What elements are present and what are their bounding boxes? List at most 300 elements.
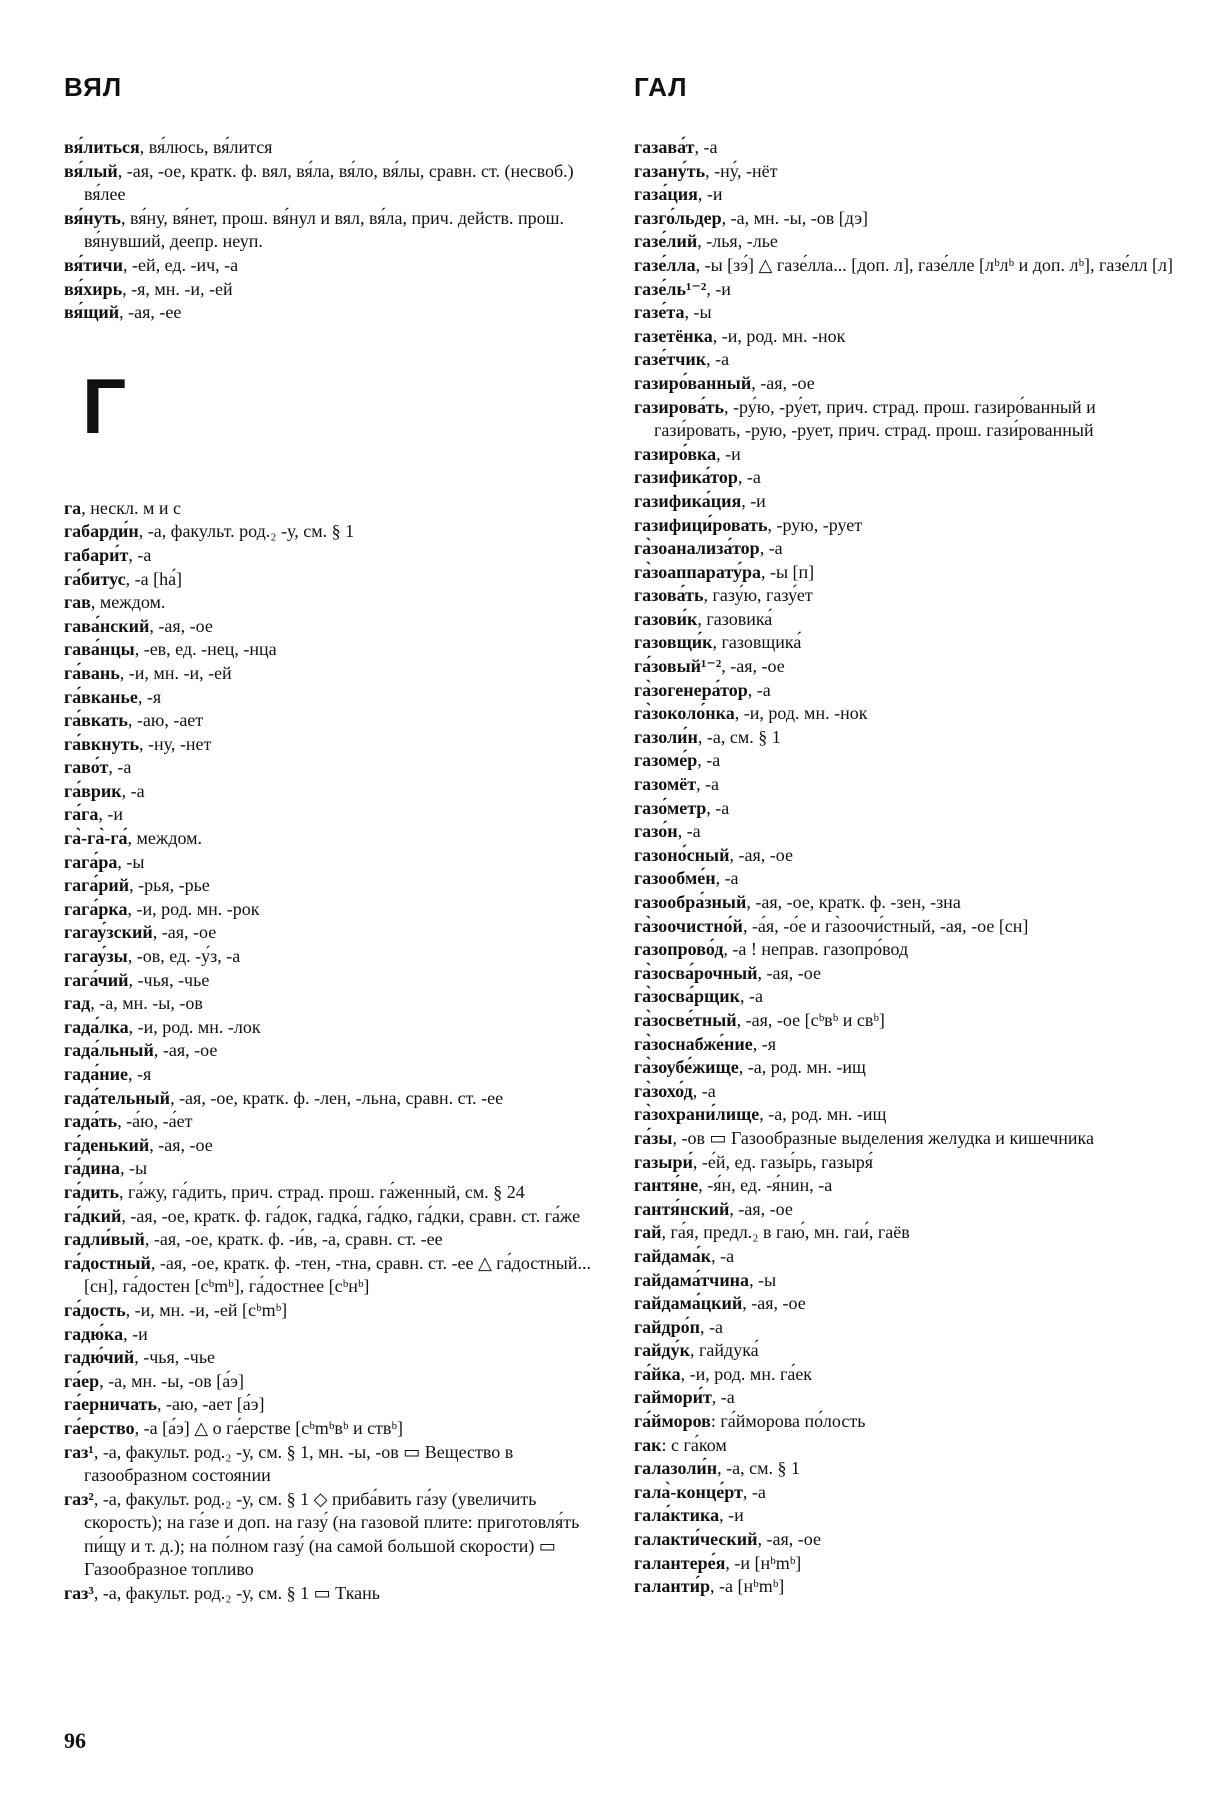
entry-definition: , -ы [п] bbox=[760, 561, 815, 582]
entry-definition: , -а bbox=[711, 1245, 735, 1266]
dictionary-entry bbox=[64, 520, 604, 544]
entry-definition: , -и bbox=[697, 184, 723, 205]
entry-definition: , -а, факульт. род.₂ -у, см. § 1, мн. -ы, -ов ▭ Вещество в газообразном состоянии bbox=[84, 1441, 514, 1486]
entry-definition: , -я bbox=[752, 1033, 777, 1054]
dictionary-entry bbox=[64, 921, 604, 945]
entry-headword: газе́ль¹⁻² bbox=[634, 278, 707, 299]
entry-headword: гага́чий bbox=[64, 969, 129, 990]
entry-headword: гайду́к bbox=[634, 1340, 691, 1361]
dictionary-entry bbox=[634, 679, 1174, 703]
entry-headword: газе́лла bbox=[634, 254, 696, 275]
entry-headword: га́вкнуть bbox=[64, 733, 139, 754]
entry-definition: , -аю, -ает bbox=[127, 710, 204, 731]
entry-definition: , -а bbox=[677, 821, 701, 842]
entry-definition: , -а́я, -о́е и га̀зоочи́стный, -ая, -ое [сн] bbox=[742, 915, 1029, 936]
dictionary-entry bbox=[64, 1441, 604, 1488]
entry-headword: гава́нский bbox=[64, 615, 150, 636]
dictionary-entry bbox=[64, 1323, 604, 1347]
dictionary-entry bbox=[64, 160, 604, 207]
dictionary-entry bbox=[634, 136, 1174, 160]
entry-headword: гагау́зский bbox=[64, 922, 153, 943]
entry-definition: , -а bbox=[128, 544, 152, 565]
dictionary-entry bbox=[64, 992, 604, 1016]
entry-headword: га́ер bbox=[64, 1370, 100, 1391]
entry-headword: га̀зоснабже́ние bbox=[634, 1033, 753, 1054]
entry-definition: , -я, мн. -и, -ей bbox=[122, 278, 233, 299]
dictionary-entry bbox=[634, 938, 1174, 962]
dictionary-entry bbox=[634, 1316, 1174, 1340]
dictionary-entry bbox=[634, 702, 1174, 726]
entry-headword: гала̀-конце́рт bbox=[634, 1481, 743, 1502]
entry-definition: , -ая, -ое, кратк. ф. -и́в, -а, сравн. ст. -ее bbox=[144, 1229, 443, 1250]
entry-headword: газо́метр bbox=[634, 797, 707, 818]
dictionary-entry bbox=[634, 1457, 1174, 1481]
dictionary-entry bbox=[64, 1346, 604, 1370]
dictionary-entry bbox=[64, 638, 604, 662]
entry-definition: , -и, род. мн. -лок bbox=[128, 1016, 261, 1037]
entry-headword: га́йка bbox=[634, 1363, 681, 1384]
dictionary-entry bbox=[64, 1299, 604, 1323]
entry-definition: , -рую, -рует bbox=[767, 514, 863, 535]
dictionary-entry bbox=[634, 1245, 1174, 1269]
entry-definition: , -ов, ед. -у́з, -а bbox=[127, 946, 241, 967]
entry-definition: , -ая, -ое bbox=[153, 1040, 218, 1061]
entry-definition: , -ы bbox=[749, 1269, 777, 1290]
entry-headword: гада́ние bbox=[64, 1064, 129, 1084]
dictionary-entry bbox=[634, 1103, 1174, 1127]
entry-headword: га́вканье bbox=[64, 686, 138, 707]
dictionary-entry bbox=[634, 1575, 1174, 1599]
entry-definition: , -ру́ю, -ру́ет, прич. страд. прош. газиро́ванный и гази́ровать, -рую, -рует, прич. страд. прош. гази́рованный bbox=[654, 396, 1096, 441]
entry-headword: гада́лка bbox=[64, 1016, 129, 1037]
entry-headword: га́ерство bbox=[64, 1417, 135, 1438]
entry-definition: , -а, мн. -ы, -ов [дэ] bbox=[721, 207, 869, 228]
entry-definition: , -и [нᵇmᵇ] bbox=[725, 1552, 802, 1573]
entry-definition: , междом. bbox=[90, 592, 166, 613]
entry-definition: , -ая, -ое, кратк. ф. -зен, -зна bbox=[746, 892, 961, 912]
dictionary-entry bbox=[634, 160, 1174, 184]
entry-definition: , -а bbox=[108, 757, 132, 778]
entry-definition: , -ая, -ое bbox=[729, 1198, 793, 1219]
dictionary-entry bbox=[634, 372, 1174, 396]
entry-headword: га̀-га̀-га́ bbox=[64, 828, 128, 849]
entry-definition: , -а bbox=[121, 780, 145, 801]
entry-headword: га́дина bbox=[64, 1158, 121, 1179]
entry-headword: га́вань bbox=[64, 662, 120, 683]
entry-definition: , -и bbox=[719, 1505, 744, 1526]
dictionary-entry bbox=[64, 1016, 604, 1040]
dictionary-entry bbox=[64, 709, 604, 733]
dictionary-entry bbox=[634, 1009, 1174, 1033]
entry-headword: гага́рий bbox=[64, 875, 130, 896]
entry-definition: , -а, факульт. род.₂ -у, см. § 1 ▭ Ткань bbox=[93, 1583, 381, 1604]
entry-definition: , -а, мн. -ы, -ов bbox=[90, 993, 203, 1014]
entry-definition: , -ая, -ое, кратк. ф. га́док, гадка́, га́дко, га́дки, сравн. ст. га́же bbox=[121, 1205, 581, 1226]
entry-definition: , -и, мн. -и, -ей bbox=[119, 662, 232, 683]
entry-definition: , -а, род. мн. -ищ bbox=[738, 1057, 866, 1078]
entry-headword: газообме́н bbox=[634, 868, 716, 889]
entry-definition: , -а, факульт. род.₂ -у, см. § 1 bbox=[138, 521, 355, 542]
entry-headword: газе́тчик bbox=[634, 349, 707, 370]
dictionary-entry bbox=[64, 1181, 604, 1205]
dictionary-entry bbox=[634, 1363, 1174, 1387]
entry-definition: , -и, род. мн. -нок bbox=[712, 325, 846, 346]
entry-definition: , -а bbox=[694, 137, 718, 157]
dictionary-entry bbox=[634, 1174, 1174, 1198]
dictionary-entry bbox=[634, 1504, 1174, 1528]
dictionary-entry bbox=[64, 969, 604, 993]
entry-definition: , -а, см. § 1 bbox=[717, 1458, 801, 1479]
entry-headword: га̀зоубе́жище bbox=[634, 1057, 739, 1078]
entry-headword: газго́льдер bbox=[634, 207, 722, 228]
entries-after-letter bbox=[64, 497, 604, 1606]
dictionary-entry bbox=[64, 1228, 604, 1252]
entry-headword: гава́нцы bbox=[64, 639, 135, 660]
dictionary-entry bbox=[634, 183, 1174, 207]
entry-headword: гаймори́т bbox=[634, 1387, 712, 1408]
entry-headword: га̀зохрани́лище bbox=[634, 1104, 760, 1125]
entry-headword: га̀зоочистно́й bbox=[634, 915, 743, 936]
dictionary-entry bbox=[634, 1080, 1174, 1104]
dictionary-entry bbox=[634, 985, 1174, 1009]
entry-headword: гайдама́к bbox=[634, 1245, 712, 1266]
right-column bbox=[634, 72, 1174, 1599]
entry-headword: гантя́не bbox=[634, 1175, 699, 1196]
dictionary-entry bbox=[634, 466, 1174, 490]
dictionary-entry bbox=[634, 561, 1174, 585]
dictionary-entry bbox=[634, 1552, 1174, 1576]
entry-headword: га́битус bbox=[64, 568, 126, 589]
dictionary-entry bbox=[64, 1370, 604, 1394]
entry-headword: гантя́нский bbox=[634, 1198, 730, 1219]
dictionary-entry bbox=[64, 827, 604, 851]
dictionary-entry bbox=[634, 207, 1174, 231]
entry-definition: , гайдука́ bbox=[690, 1340, 759, 1361]
entry-headword: галакти́ческий bbox=[634, 1529, 758, 1550]
left-running-head: ВЯЛ bbox=[64, 72, 123, 102]
entry-headword: газо́н bbox=[634, 821, 678, 842]
entry-definition: , -и bbox=[706, 278, 731, 299]
dictionary-entry bbox=[634, 891, 1174, 915]
entry-headword: газе́лий bbox=[634, 231, 698, 252]
dictionary-entry bbox=[64, 1063, 604, 1087]
entry-headword: гайдама́цкий bbox=[634, 1293, 743, 1314]
entry-definition: , -ну, -нет bbox=[139, 733, 212, 754]
dictionary-entry bbox=[634, 1033, 1174, 1057]
dictionary-entry bbox=[64, 780, 604, 804]
entry-definition: , -ая, -ое bbox=[729, 844, 793, 865]
entry-definition: , -а, род. мн. -ищ bbox=[759, 1104, 887, 1125]
entry-headword: газомёт bbox=[634, 774, 697, 795]
entry-definition: , -чья, -чье bbox=[134, 1347, 216, 1368]
entry-headword: га́дкий bbox=[64, 1205, 122, 1226]
entry-headword: газови́к bbox=[634, 608, 698, 629]
entry-headword: га̀зоколо́нка bbox=[634, 703, 735, 724]
dictionary-entry bbox=[64, 1393, 604, 1417]
dictionary-entry bbox=[64, 1205, 604, 1229]
entry-headword: вя́тичи bbox=[64, 254, 123, 275]
entry-headword: га̀зоаппарату́ра bbox=[634, 561, 761, 582]
dictionary-entry bbox=[634, 844, 1174, 868]
dictionary-entry bbox=[64, 1417, 604, 1441]
dictionary-entry bbox=[634, 1127, 1174, 1151]
entry-definition: , -а bbox=[700, 1316, 724, 1337]
entry-definition: , -а bbox=[711, 1387, 735, 1408]
entry-definition: , газовщика́ bbox=[712, 632, 802, 653]
page-number: 96 bbox=[64, 1728, 86, 1753]
dictionary-entry bbox=[64, 898, 604, 922]
entry-definition: , -ов ▭ Газообразные выделения желудка и кишечника bbox=[672, 1127, 1095, 1148]
entry-headword: гадли́вый bbox=[64, 1229, 145, 1250]
entry-definition: , -а bbox=[706, 797, 730, 818]
dictionary-entry bbox=[634, 608, 1174, 632]
dictionary-entry bbox=[634, 631, 1174, 655]
dictionary-entry bbox=[64, 591, 604, 615]
entry-definition: , -чья, -чье bbox=[128, 969, 210, 990]
entry-definition: , -ну́, -нёт bbox=[705, 160, 778, 181]
dictionary-entry bbox=[64, 686, 604, 710]
entry-definition: , газу́ю, газу́ет bbox=[703, 585, 813, 606]
entry-definition: , га́жу, га́дить, прич. страд. прош. га́женный, см. § 24 bbox=[119, 1181, 525, 1202]
entry-definition: , -ая, -ое [cᵇвᵇ и свᵇ] bbox=[736, 1009, 885, 1030]
entry-definition: , -ая, -ое bbox=[757, 1529, 821, 1550]
dictionary-entry bbox=[634, 1198, 1174, 1222]
entry-definition: , -рья, -рье bbox=[129, 875, 210, 896]
dictionary-entry bbox=[634, 348, 1174, 372]
dictionary-entry bbox=[64, 207, 604, 254]
entry-headword: вя́лый bbox=[64, 160, 118, 181]
entry-headword: гаво́т bbox=[64, 757, 109, 778]
entry-definition: , -ая, -ое bbox=[149, 1134, 213, 1155]
entry-headword: газ³ bbox=[64, 1583, 94, 1604]
entry-headword: газова́ть bbox=[634, 585, 704, 606]
entry-definition: , -а bbox=[715, 868, 739, 889]
entry-definition: , -а bbox=[759, 538, 783, 559]
entry-definition: , -ая, -ое, кратк. ф. вял, вя́ла, вя́ло, вя́лы, сравн. ст. (несвоб.) вя́лее bbox=[84, 160, 574, 205]
entry-definition: , -а, см. § 1 bbox=[697, 726, 781, 747]
dictionary-entry bbox=[634, 1269, 1174, 1293]
entry-definition: , -а [а́э] △ о га́ерстве [cᵇmᵇвᵇ и ствᵇ] bbox=[134, 1417, 403, 1438]
entry-definition: , -ы bbox=[117, 851, 145, 872]
dictionary-entry bbox=[634, 797, 1174, 821]
dictionary-entry bbox=[634, 301, 1174, 325]
dictionary-entry bbox=[634, 1221, 1174, 1245]
entry-headword: галантере́я bbox=[634, 1552, 726, 1573]
dictionary-entry bbox=[634, 514, 1174, 538]
entry-definition: , -ев, ед. -нец, -нца bbox=[134, 639, 277, 660]
entry-definition: , -ая, -ое bbox=[757, 962, 821, 983]
entry-definition: , -а, факульт. род.₂ -у, см. § 1 ◇ приба́вить га́зу (увеличить скорость); на га́зе и доп. на газу́ (на газовой плите: приготовля́ть пи́щу и т. д.); на по́лном газу́ (на самой большой скорости) ▭ Газообразное топливо bbox=[84, 1488, 580, 1580]
entry-headword: га̀зосва́рочный bbox=[634, 962, 758, 983]
entry-headword: галазоли́н bbox=[634, 1458, 718, 1479]
entry-headword: гада́тельный bbox=[64, 1087, 171, 1108]
dictionary-entry bbox=[634, 1410, 1174, 1434]
entry-definition: , -а [нᵇmᵇ] bbox=[710, 1576, 785, 1597]
entry-definition: , -а́ю, -а́ет bbox=[117, 1111, 193, 1132]
entry-definition: , -ы [зэ́] △ газе́лла... [доп. л], газе́лле [лᵇлᵇ и доп. лᵇ], газе́лл [л] bbox=[695, 254, 1173, 275]
entry-headword: гайдама́тчина bbox=[634, 1269, 750, 1290]
dictionary-entry bbox=[64, 254, 604, 278]
entry-definition: , -и bbox=[741, 490, 766, 511]
entry-headword: га̀зоанализа́тор bbox=[634, 538, 760, 559]
dictionary-entry bbox=[64, 1039, 604, 1063]
entry-headword: гага́ра bbox=[64, 851, 118, 872]
entry-headword: гай bbox=[634, 1222, 662, 1243]
entry-definition: , -лья, -лье bbox=[697, 231, 778, 252]
entry-headword: га́ерничать bbox=[64, 1394, 157, 1415]
entry-headword: га́денький bbox=[64, 1134, 150, 1155]
entry-headword: гад bbox=[64, 993, 91, 1014]
entry-definition: , -ая, -ее bbox=[119, 302, 182, 323]
dictionary-entry bbox=[634, 749, 1174, 773]
entry-definition: , -аю, -ает [а́э] bbox=[156, 1394, 265, 1415]
entry-headword: газиро́ванный bbox=[634, 372, 752, 393]
entry-definition: , га́я, предл.₂ в гаю́, мн. гаи́, гаёв bbox=[661, 1222, 910, 1243]
entry-headword: га́врик bbox=[64, 780, 122, 801]
entry-headword: газетёнка bbox=[634, 325, 713, 346]
dictionary-entry bbox=[634, 1481, 1174, 1505]
entry-headword: газ¹ bbox=[64, 1441, 94, 1462]
dictionary-entry bbox=[64, 1157, 604, 1181]
entry-headword: га́дить bbox=[64, 1181, 120, 1202]
right-running-head: ГАЛ bbox=[634, 72, 688, 102]
entry-definition: , -а bbox=[697, 750, 721, 771]
entry-definition: , -я́н, ед. -я́нин, -а bbox=[698, 1175, 833, 1196]
entry-headword: газ² bbox=[64, 1488, 94, 1509]
dictionary-entry bbox=[634, 1434, 1174, 1458]
entry-definition: , -ы bbox=[684, 302, 712, 323]
entry-definition: , -е́й, ед. газы́рь, газыря́ bbox=[692, 1151, 874, 1172]
dictionary-entry bbox=[634, 1151, 1174, 1175]
entry-headword: газовщи́к bbox=[634, 632, 713, 653]
entry-definition: , -и, род. мн. -рок bbox=[127, 898, 260, 919]
dictionary-entry bbox=[634, 230, 1174, 254]
dictionary-entry bbox=[64, 497, 604, 521]
entry-headword: га́йморов bbox=[634, 1411, 711, 1432]
entry-headword: гадю́ка bbox=[64, 1323, 124, 1344]
dictionary-entry bbox=[64, 278, 604, 302]
dictionary-entry bbox=[64, 803, 604, 827]
entry-definition: , -а bbox=[747, 679, 771, 700]
entry-definition: , -ая, -ое bbox=[742, 1293, 806, 1314]
entry-definition: , -а bbox=[706, 349, 730, 370]
entry-headword: га́зовый¹⁻² bbox=[634, 656, 722, 677]
entry-headword: га̀зогенера́тор bbox=[634, 679, 748, 700]
entry-headword: газе́та bbox=[634, 302, 685, 323]
entry-definition: , -я bbox=[128, 1064, 152, 1084]
entry-headword: га́достный bbox=[64, 1252, 151, 1273]
dictionary-entry bbox=[634, 867, 1174, 891]
entry-definition: , междом. bbox=[127, 828, 203, 849]
dictionary-entry bbox=[64, 733, 604, 757]
entries-before-letter bbox=[64, 136, 604, 325]
entry-headword: га́дость bbox=[64, 1299, 126, 1320]
entry-definition: : га́йморова по́лость bbox=[710, 1411, 866, 1432]
dictionary-entry bbox=[634, 254, 1174, 278]
entry-definition: , -и bbox=[98, 804, 123, 825]
entry-definition: , -ей, ед. -ич, -а bbox=[122, 254, 239, 275]
left-column bbox=[64, 72, 604, 1606]
entry-headword: газообра́зный bbox=[634, 892, 747, 912]
dictionary-entry bbox=[634, 490, 1174, 514]
entry-definition: , вя́ну, вя́нет, прош. вя́нул и вял, вя́ла, прич. действ. прош. вя́нувший, деепр. неуп. bbox=[84, 207, 564, 252]
dictionary-entry bbox=[634, 820, 1174, 844]
entry-headword: гада́ть bbox=[64, 1111, 118, 1132]
entry-headword: гадю́чий bbox=[64, 1347, 135, 1368]
entry-headword: газирова́ть bbox=[634, 396, 724, 417]
dictionary-entry bbox=[634, 396, 1174, 443]
dictionary-entry bbox=[634, 325, 1174, 349]
entry-definition: , нескл. м и с bbox=[81, 497, 181, 518]
entry-headword: газопрово́д bbox=[634, 939, 724, 960]
dictionary-entry bbox=[64, 756, 604, 780]
dictionary-entry bbox=[634, 1056, 1174, 1080]
entry-headword: газоли́н bbox=[634, 726, 698, 747]
entry-headword: газыри́ bbox=[634, 1151, 693, 1172]
entry-definition: , -а bbox=[692, 1080, 716, 1101]
entry-definition: , -а bbox=[737, 467, 761, 488]
entry-headword: габари́т bbox=[64, 544, 129, 565]
entry-definition: , -а bbox=[739, 986, 763, 1007]
dictionary-entry bbox=[634, 1339, 1174, 1363]
dictionary-entry bbox=[634, 1386, 1174, 1410]
entry-definition: , -я bbox=[137, 686, 162, 707]
entry-headword: га̀зосве́тный bbox=[634, 1009, 737, 1030]
dictionary-entry bbox=[634, 278, 1174, 302]
entry-headword: вя́нуть bbox=[64, 207, 121, 228]
dictionary-entry bbox=[634, 443, 1174, 467]
entry-definition: , вя́люсь, вя́лится bbox=[139, 137, 273, 157]
entry-headword: газиро́вка bbox=[634, 443, 717, 464]
entry-definition: , -и bbox=[123, 1323, 148, 1344]
entry-definition: , -ая, -ое, кратк. ф. -лен, -льна, сравн. ст. -ее bbox=[170, 1087, 504, 1108]
entry-definition: , -а ! неправ. газопро́вод bbox=[723, 939, 909, 960]
dictionary-entry bbox=[64, 568, 604, 592]
entry-headword: гага́рка bbox=[64, 898, 128, 919]
entry-definition: , -ая, -ое bbox=[751, 372, 815, 393]
dictionary-entry bbox=[64, 544, 604, 568]
entry-headword: гагау́зы bbox=[64, 946, 128, 967]
entries-right bbox=[634, 136, 1174, 1599]
entry-definition: , -ая, -ое bbox=[152, 922, 217, 943]
entry-headword: гайдро́п bbox=[634, 1316, 701, 1337]
dictionary-entry bbox=[634, 1292, 1174, 1316]
entry-headword: газифици́ровать bbox=[634, 514, 768, 535]
dictionary-entry bbox=[634, 773, 1174, 797]
section-letter: Г bbox=[82, 361, 127, 450]
entry-headword: газа́ция bbox=[634, 184, 698, 205]
entry-headword: га bbox=[64, 497, 82, 518]
entry-headword: гала́ктика bbox=[634, 1505, 720, 1526]
entry-definition: , -и bbox=[716, 443, 741, 464]
entry-definition: , -а bbox=[696, 774, 720, 795]
entry-definition: , -ая, -ое, кратк. ф. -тен, -тна, сравн. ст. -ее △ га́достный... [сн], га́достен [cᵇmᵇ], га́достнее [cᵇнᵇ] bbox=[84, 1252, 592, 1297]
dictionary-entry bbox=[634, 962, 1174, 986]
dictionary-entry bbox=[64, 874, 604, 898]
entry-headword: га̀зохо́д bbox=[634, 1080, 693, 1101]
dictionary-entry bbox=[64, 1488, 604, 1582]
entry-definition: , -ая, -ое bbox=[149, 615, 213, 636]
dictionary-entry bbox=[634, 726, 1174, 750]
dictionary-entry bbox=[634, 655, 1174, 679]
entry-definition: , -и, род. мн. га́ек bbox=[680, 1363, 813, 1384]
entry-headword: вя́литься bbox=[64, 137, 140, 157]
entry-definition: , -а, мн. -ы, -ов [а́э] bbox=[99, 1370, 244, 1391]
entry-headword: газава́т bbox=[634, 137, 695, 157]
dictionary-entry bbox=[64, 662, 604, 686]
dictionary-entry bbox=[64, 1582, 604, 1606]
dictionary-entry bbox=[64, 945, 604, 969]
